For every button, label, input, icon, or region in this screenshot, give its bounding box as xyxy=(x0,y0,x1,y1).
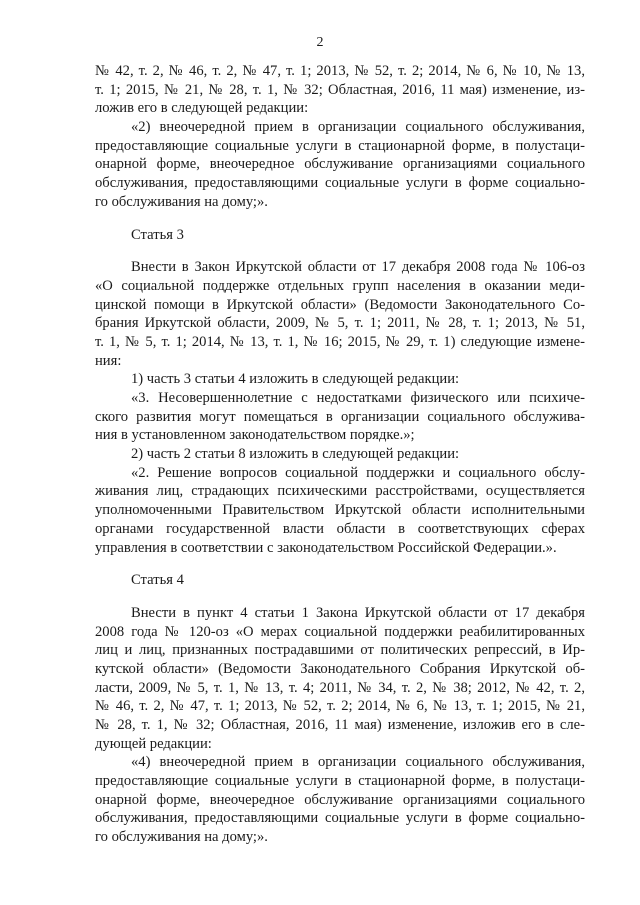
text-line: ния в установленном законодательством порядке.»; xyxy=(95,427,415,444)
paragraph-item-2 xyxy=(95,445,585,464)
text-line: предоставляющие социальные услуги в стационарной форме, в полустаци- xyxy=(95,773,585,790)
text-line: т. 1, № 5, т. 1; 2014, № 13, т. 1, № 16; 2015, № 29, т. 1) следующие измене- xyxy=(95,333,585,350)
paragraph-article-4-intro xyxy=(95,604,585,754)
text-line: кутской области» (Ведомости Законодательного Собрания Иркутской об- xyxy=(95,660,585,677)
article-4-heading: Статья 4 xyxy=(131,572,184,589)
paragraph-quoted-item-2 xyxy=(95,118,585,211)
text-line: № 46, т. 2, № 47, т. 1; 2013, № 52, т. 2; 2014, № 6, № 13, т. 1; 2015, № 21, xyxy=(95,698,585,715)
text-line: № 28, т. 1, № 32; Областная, 2016, 11 мая) изменение, изложив его в сле- xyxy=(95,717,585,733)
article-3-heading: Статья 3 xyxy=(131,226,184,243)
text-line: т. 1; 2015, № 21, № 28, т. 1, № 32; Областная, 2016, 11 мая) изменение, из- xyxy=(95,81,585,98)
text-line: «4) внеочередной прием в организации социального обслуживания, xyxy=(131,754,585,771)
text-line: ласти, 2009, № 5, т. 1, № 13, т. 4; 2011, № 34, т. 2, № 38; 2012, № 42, т. 2, xyxy=(95,679,585,696)
text-line: «2. Решение вопросов социальной поддержки и социального обслу- xyxy=(131,464,585,481)
text-line: ского развития могут помещаться в организации социального обслужива- xyxy=(95,408,585,425)
text-line: Внести в Закон Иркутской области от 17 декабря 2008 года № 106-оз xyxy=(131,259,585,276)
text-line: «2) внеочередной прием в организации социального обслуживания, xyxy=(131,119,585,136)
paragraph-quoted-part-2 xyxy=(95,464,585,557)
text-line: онарной форме, внеочередное обслуживание организациями социального xyxy=(95,156,585,173)
paragraph-quoted-part-3 xyxy=(95,389,585,445)
text-line: дующей редакции: xyxy=(95,735,212,752)
text-line: обслуживания, предоставляющими социальные услуги в форме социально- xyxy=(95,175,585,192)
text-line: предоставляющие социальные услуги в стационарной форме, в полустаци- xyxy=(95,137,585,154)
text-line: уполномоченными Правительством Иркутской области исполнительными xyxy=(95,502,585,519)
text-line: ния: xyxy=(95,352,122,369)
text-line: ложив его в следующей редакции: xyxy=(95,100,309,117)
text-line: 2) часть 2 статьи 8 изложить в следующей редакции: xyxy=(131,446,460,463)
text-line: управления в соответствии с законодательством Российской Федерации.». xyxy=(95,539,557,556)
text-line: 2008 года № 120-оз «О мерах социальной поддержки реабилитированных xyxy=(95,623,585,640)
text-line: цинской помощи в Иркутской области» (Ведомости Законодательного Со- xyxy=(95,296,585,313)
text-line: «3. Несовершеннолетние с недостатками физического или психиче- xyxy=(131,390,585,406)
text-line: обслуживания, предоставляющими социальные услуги в форме социально- xyxy=(95,810,585,827)
text-line: № 42, т. 2, № 46, т. 2, № 47, т. 1; 2013, № 52, т. 2; 2014, № 6, № 10, № 13, xyxy=(95,63,585,79)
document-body xyxy=(95,62,585,847)
text-line: го обслуживания на дому;». xyxy=(95,193,268,210)
text-line: 1) часть 3 статьи 4 изложить в следующей редакции: xyxy=(131,371,460,388)
paragraph-article-3-intro xyxy=(95,258,585,370)
text-line: го обслуживания на дому;». xyxy=(95,829,268,846)
text-line: брания Иркутской области, 2009, № 5, т. 1; 2011, № 28, т. 1; 2013, № 51, xyxy=(95,315,585,332)
paragraph-quoted-item-4 xyxy=(95,753,585,846)
paragraph-amendment-tail xyxy=(95,62,585,118)
text-line: живания лиц, страдающих психическими расстройствами, осуществляется xyxy=(95,483,585,500)
text-line: «О социальной поддержке отдельных групп населения в оказании меди- xyxy=(95,277,585,294)
text-line: лиц и лиц, признанных пострадавшими от политических репрессий, в Ир- xyxy=(95,642,585,659)
text-line: Внести в пункт 4 статьи 1 Закона Иркутской области от 17 декабря xyxy=(131,604,585,621)
paragraph-item-1 xyxy=(95,370,585,389)
text-line: онарной форме, внеочередное обслуживание организациями социального xyxy=(95,791,585,808)
text-line: органами государственной власти области в соответствующих сферах xyxy=(95,520,585,537)
page-number: 2 xyxy=(316,35,324,50)
